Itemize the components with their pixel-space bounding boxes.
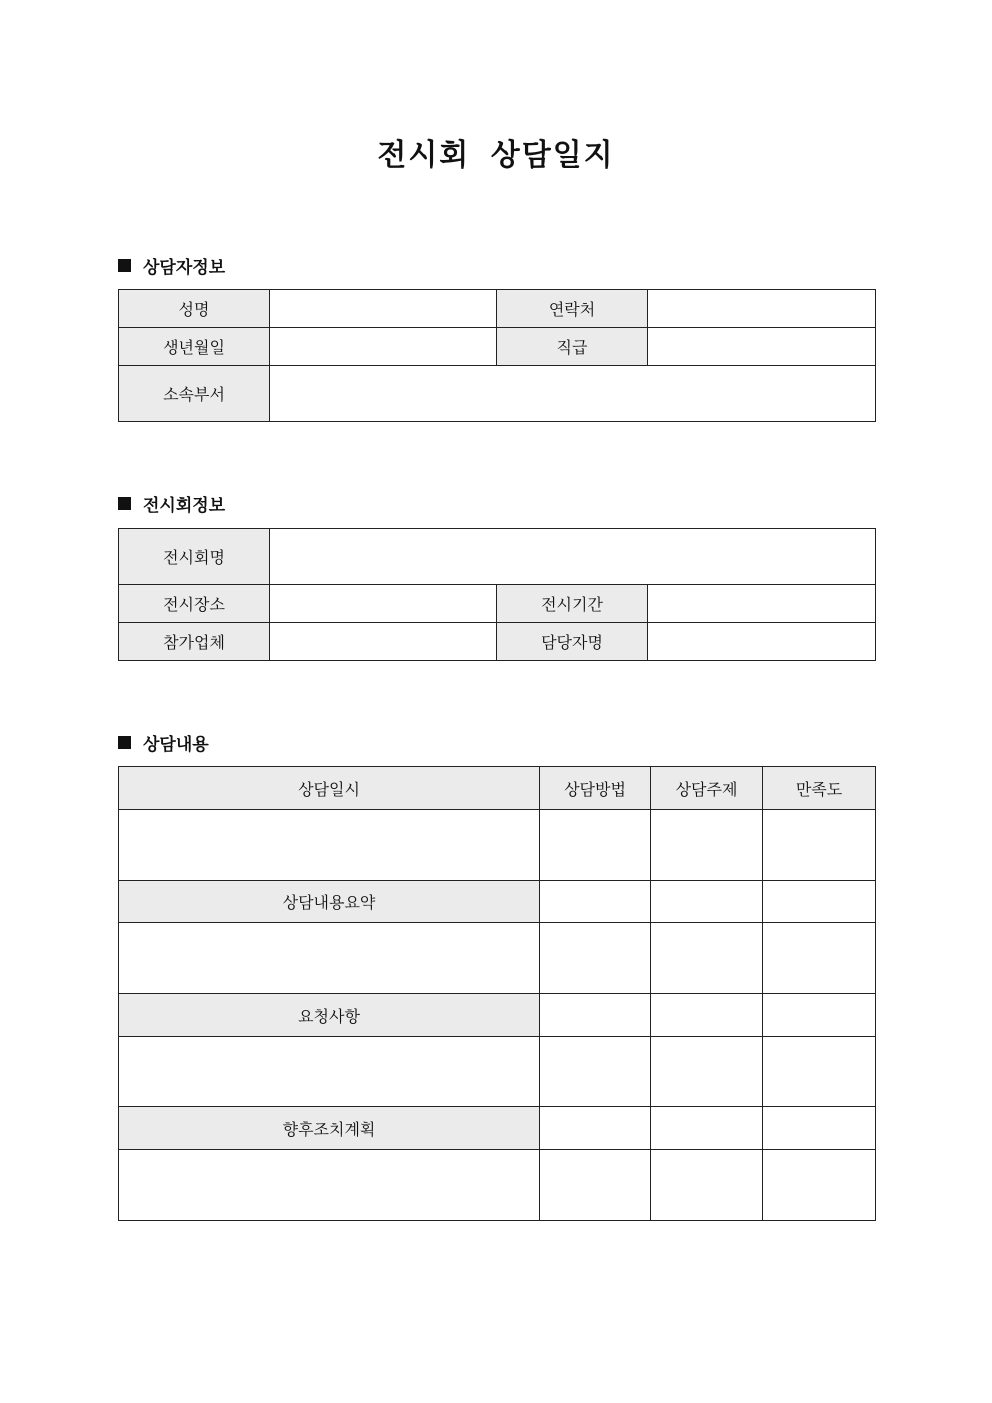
venue-field[interactable] — [270, 585, 497, 623]
followup-label: 향후조치계획 — [119, 1107, 540, 1150]
method-field[interactable] — [540, 881, 651, 923]
satisfaction-field[interactable] — [763, 1037, 876, 1107]
topic-header: 상담주제 — [651, 767, 763, 810]
department-label: 소속부서 — [119, 366, 270, 422]
counselee-info-table — [118, 289, 876, 422]
exhibition-info-table — [118, 528, 876, 661]
satisfaction-field[interactable] — [763, 810, 876, 881]
company-label: 참가업체 — [119, 623, 270, 661]
table-row — [119, 994, 876, 1037]
method-field[interactable] — [540, 1107, 651, 1150]
birth-label: 생년월일 — [119, 328, 270, 366]
section-heading-consultation — [118, 730, 209, 754]
table-row — [119, 1037, 876, 1107]
section-heading-counselee — [118, 253, 225, 277]
table-row — [119, 881, 876, 923]
satisfaction-field[interactable] — [763, 881, 876, 923]
section-heading-label: 상담자정보 — [143, 257, 226, 278]
satisfaction-field[interactable] — [763, 1150, 876, 1221]
name-field[interactable] — [270, 290, 497, 328]
table-row — [119, 366, 876, 422]
topic-field[interactable] — [651, 994, 763, 1037]
satisfaction-field[interactable] — [763, 994, 876, 1037]
manager-field[interactable] — [648, 623, 876, 661]
topic-field[interactable] — [651, 810, 763, 881]
position-field[interactable] — [648, 328, 876, 366]
table-row — [119, 623, 876, 661]
period-label: 전시기간 — [497, 585, 648, 623]
exhibition-name-field[interactable] — [270, 529, 876, 585]
contact-field[interactable] — [648, 290, 876, 328]
section-heading-label: 전시회정보 — [143, 495, 226, 516]
company-field[interactable] — [270, 623, 497, 661]
period-field[interactable] — [648, 585, 876, 623]
table-row — [119, 810, 876, 881]
venue-label: 전시장소 — [119, 585, 270, 623]
table-row — [119, 923, 876, 994]
method-field[interactable] — [540, 923, 651, 994]
method-field[interactable] — [540, 810, 651, 881]
summary-field[interactable] — [119, 923, 540, 994]
consultation-table — [118, 766, 876, 1221]
topic-field[interactable] — [651, 1037, 763, 1107]
requests-field[interactable] — [119, 1037, 540, 1107]
manager-label: 담당자명 — [497, 623, 648, 661]
black-square-icon — [118, 259, 131, 272]
satisfaction-field[interactable] — [763, 923, 876, 994]
exhibition-name-label: 전시회명 — [119, 529, 270, 585]
name-label: 성명 — [119, 290, 270, 328]
topic-field[interactable] — [651, 881, 763, 923]
summary-label: 상담내용요약 — [119, 881, 540, 923]
followup-field[interactable] — [119, 1150, 540, 1221]
requests-label: 요청사항 — [119, 994, 540, 1037]
table-row — [119, 1150, 876, 1221]
birth-field[interactable] — [270, 328, 497, 366]
satisfaction-field[interactable] — [763, 1107, 876, 1150]
method-field[interactable] — [540, 1037, 651, 1107]
section-heading-label: 상담내용 — [143, 734, 209, 755]
table-row — [119, 529, 876, 585]
method-field[interactable] — [540, 1150, 651, 1221]
table-row — [119, 1107, 876, 1150]
black-square-icon — [118, 736, 131, 749]
topic-field[interactable] — [651, 1107, 763, 1150]
table-header-row — [119, 767, 876, 810]
table-row — [119, 328, 876, 366]
table-row — [119, 290, 876, 328]
black-square-icon — [118, 497, 131, 510]
topic-field[interactable] — [651, 923, 763, 994]
position-label: 직급 — [497, 328, 648, 366]
document-title: 전시회 상담일지 — [377, 138, 615, 173]
section-heading-exhibition — [118, 491, 225, 515]
table-row — [119, 585, 876, 623]
datetime-header: 상담일시 — [119, 767, 540, 810]
method-field[interactable] — [540, 994, 651, 1037]
department-field[interactable] — [270, 366, 876, 422]
satisfaction-header: 만족도 — [763, 767, 876, 810]
topic-field[interactable] — [651, 1150, 763, 1221]
method-header: 상담방법 — [540, 767, 651, 810]
contact-label: 연락처 — [497, 290, 648, 328]
datetime-field[interactable] — [119, 810, 540, 881]
